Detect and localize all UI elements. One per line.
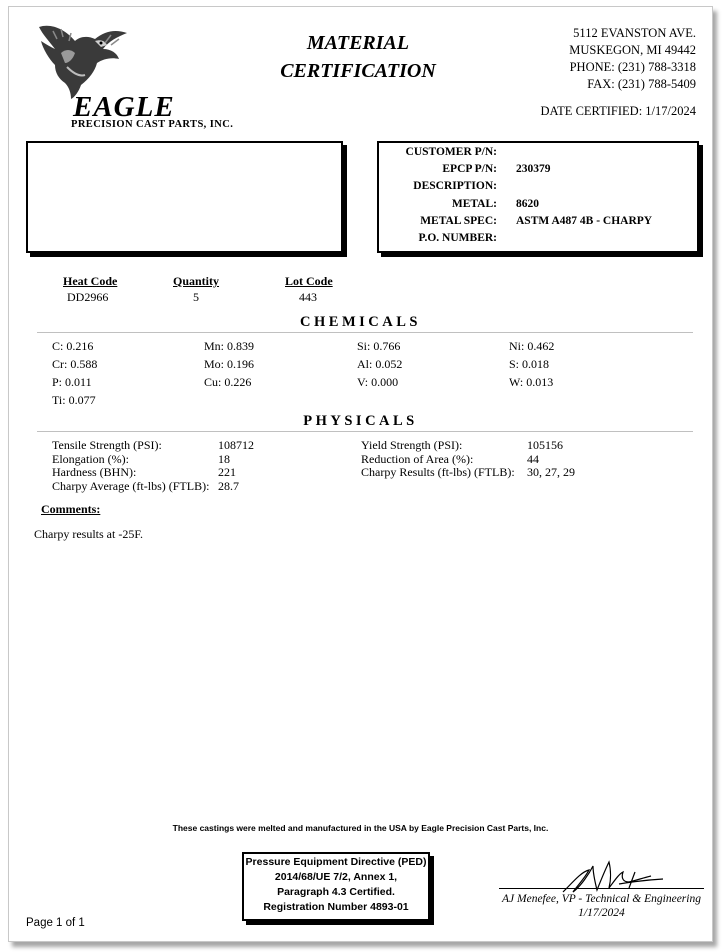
address-fax: FAX: (231) 788-5409 — [587, 77, 696, 91]
company-name: EAGLE — [73, 91, 175, 123]
quantity-value: 5 — [193, 290, 199, 304]
chem-item: Ni: 0.462 — [509, 339, 555, 353]
po-number-label: P.O. NUMBER: — [418, 232, 497, 244]
metal-label: METAL: — [451, 198, 497, 210]
customer-row — [379, 232, 697, 249]
phys-label: Yield Strength (PSI): — [361, 438, 463, 452]
title-line-1: MATERIAL — [306, 32, 410, 54]
signature-block — [499, 852, 709, 922]
metal-spec-value: ASTM A487 4B - CHARPY — [516, 215, 653, 227]
signature-line — [499, 888, 704, 889]
physicals-rule — [37, 431, 693, 432]
chem-item: Cu: 0.226 — [204, 375, 252, 389]
company-subtitle: PRECISION CAST PARTS, INC. — [71, 119, 234, 130]
description-label: DESCRIPTION: — [413, 180, 497, 192]
document-title — [273, 29, 443, 85]
signature-date: 1/17/2024 — [578, 907, 625, 919]
phys-label: Tensile Strength (PSI): — [52, 438, 162, 452]
chem-item: Ti: 0.077 — [52, 393, 96, 407]
chemicals-grid — [9, 339, 712, 411]
lot-code-value: 443 — [299, 290, 317, 304]
phys-value: 108712 — [218, 438, 254, 452]
physicals-heading: PHYSICALS — [303, 413, 418, 429]
phys-label: Charpy Average (ft-lbs) (FTLB): — [52, 478, 210, 493]
ped-line-3: Paragraph 4.3 Certified. — [277, 886, 395, 898]
manufacture-note: These castings were melted and manufactured in the USA by Eagle Precision Cast Parts, Inc. — [172, 823, 549, 833]
address-city: MUSKEGON, MI 49442 — [569, 43, 696, 57]
chem-item: S: 0.018 — [509, 357, 550, 371]
phys-label: Elongation (%): — [52, 451, 129, 466]
ped-line-2: 2014/68/UE 7/2, Annex 1, — [274, 871, 398, 883]
customer-pn-label: CUSTOMER P/N: — [405, 146, 497, 158]
lot-code-header: Lot Code — [285, 274, 333, 288]
chemicals-rule — [37, 332, 693, 333]
quantity-header: Quantity — [173, 274, 220, 288]
phys-value: 221 — [218, 465, 236, 479]
customer-row — [379, 215, 697, 232]
signature-mark — [559, 852, 669, 896]
phys-value: 44 — [527, 451, 539, 466]
phys-value: 18 — [218, 451, 230, 466]
signatory — [499, 892, 704, 920]
title-line-2: CERTIFICATION — [280, 60, 436, 82]
physicals-grid — [9, 439, 712, 495]
chem-item: V: 0.000 — [357, 375, 399, 389]
chemicals-heading: CHEMICALS — [300, 314, 421, 330]
comments-text: Charpy results at -25F. — [34, 527, 144, 541]
chem-item: C: 0.216 — [52, 339, 94, 353]
company-logo — [31, 19, 271, 131]
epcp-pn-label: EPCP P/N: — [442, 163, 497, 175]
chem-item: Si: 0.766 — [357, 339, 401, 353]
eagle-icon — [31, 19, 131, 99]
chem-item: W: 0.013 — [509, 375, 554, 389]
heat-code-header: Heat Code — [63, 274, 118, 288]
customer-info-box — [377, 141, 699, 253]
heat-code-value: DD2966 — [67, 290, 109, 304]
certificate-page — [8, 6, 713, 942]
signatory-name: AJ Menefee, VP - Technical & Engineering — [502, 893, 701, 905]
phys-label: Charpy Results (ft-lbs) (FTLB): — [361, 465, 515, 479]
comments-heading: Comments: — [41, 502, 101, 516]
date-certified: DATE CERTIFIED: 1/17/2024 — [540, 104, 696, 118]
ped-certification-box — [242, 852, 430, 921]
customer-row — [379, 198, 697, 215]
chem-item: Al: 0.052 — [357, 357, 403, 371]
ped-line-1: Pressure Equipment Directive (PED) — [245, 856, 427, 868]
address-street: 5112 EVANSTON AVE. — [573, 26, 696, 40]
customer-row — [379, 146, 697, 163]
metal-spec-label: METAL SPEC: — [420, 215, 497, 227]
phys-label: Reduction of Area (%): — [361, 451, 474, 466]
customer-row — [379, 180, 697, 197]
metal-value: 8620 — [516, 198, 539, 210]
chem-item: P: 0.011 — [52, 375, 92, 389]
company-address — [569, 25, 696, 93]
chem-item: Cr: 0.588 — [52, 357, 98, 371]
phys-value: 30, 27, 29 — [527, 465, 575, 479]
phys-label: Hardness (BHN): — [52, 465, 137, 479]
ped-line-4: Registration Number 4893-01 — [263, 901, 409, 913]
chem-item: Mn: 0.839 — [204, 339, 255, 353]
address-phone: PHONE: (231) 788-3318 — [569, 60, 696, 74]
chem-item: Mo: 0.196 — [204, 357, 255, 371]
epcp-pn-value: 230379 — [516, 163, 551, 175]
blank-address-box — [26, 141, 343, 253]
phys-value: 105156 — [527, 438, 563, 452]
customer-row — [379, 163, 697, 180]
page-number: Page 1 of 1 — [26, 917, 85, 929]
phys-value: 28.7 — [218, 478, 239, 493]
